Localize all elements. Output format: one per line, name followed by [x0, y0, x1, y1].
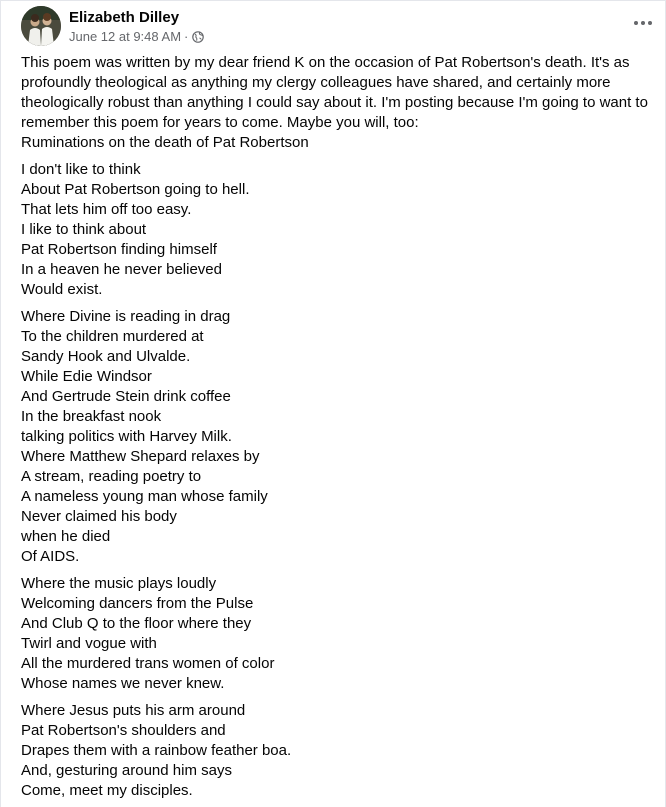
poem-line: In a heaven he never believed	[21, 261, 222, 278]
poem-line: To the children murdered at	[21, 328, 204, 345]
more-options-icon	[633, 20, 653, 26]
poem-line: Where Divine is reading in drag	[21, 308, 231, 325]
post-timestamp[interactable]: June 12 at 9:48 AM	[69, 28, 182, 44]
post-header	[21, 6, 204, 46]
poem-line: All the murdered trans women of color	[21, 655, 275, 672]
post-meta	[69, 8, 204, 45]
poem-line: Never claimed his body	[21, 508, 177, 525]
poem-line: And, gesturing around him says	[21, 762, 232, 779]
avatar[interactable]	[21, 6, 61, 46]
poem-line: I don't like to think	[21, 161, 141, 178]
poem-line: A nameless young man whose family	[21, 488, 268, 505]
intro-text: This poem was written by my dear friend K on the occasion of Pat Robertson's death. It's as profoundly theological as anything my clergy colleagues have shared, and certainly more theologically robust than anything I could say about it. I'm posting because I'm going to want to remember this poem for years to come. Maybe you will, too:	[21, 54, 648, 131]
post-body	[21, 53, 661, 801]
poem-line: While Edie Windsor	[21, 368, 152, 385]
poem-line: Drapes them with a rainbow feather boa.	[21, 742, 292, 759]
poem-line: Sandy Hook and Ulvalde.	[21, 348, 191, 365]
post-subline	[69, 29, 204, 45]
poem-line: I like to think about	[21, 221, 147, 238]
poem-line: Would exist.	[21, 281, 103, 298]
poem-line: talking politics with Harvey Milk.	[21, 428, 232, 445]
poem-stanza	[21, 701, 661, 801]
post-intro	[21, 53, 661, 153]
poem-stanza	[21, 574, 661, 694]
poem-line: Of AIDS.	[21, 548, 80, 565]
poem-line: when he died	[21, 528, 111, 545]
more-options-button[interactable]	[631, 11, 655, 35]
avatar-photo-icon	[21, 6, 61, 46]
poem-line: Whose names we never knew.	[21, 675, 225, 692]
poem	[21, 160, 661, 801]
poem-line: Come, meet my disciples.	[21, 782, 193, 799]
poem-title: Ruminations on the death of Pat Robertson	[21, 134, 309, 151]
poem-line: Welcoming dancers from the Pulse	[21, 595, 254, 612]
separator-dot: ·	[184, 28, 189, 44]
poem-line: About Pat Robertson going to hell.	[21, 181, 250, 198]
poem-stanza	[21, 307, 661, 567]
poem-line: Where the music plays loudly	[21, 575, 217, 592]
poem-line: In the breakfast nook	[21, 408, 162, 425]
poem-line: Where Matthew Shepard relaxes by	[21, 448, 260, 465]
poem-line: Pat Robertson finding himself	[21, 241, 217, 258]
author-name[interactable]: Elizabeth Dilley	[69, 8, 180, 26]
poem-line: Twirl and vogue with	[21, 635, 157, 652]
poem-line: Where Jesus puts his arm around	[21, 702, 246, 719]
poem-line: That lets him off too easy.	[21, 201, 192, 218]
poem-line: And Gertrude Stein drink coffee	[21, 388, 231, 405]
poem-line: Pat Robertson's shoulders and	[21, 722, 226, 739]
poem-stanza	[21, 160, 661, 300]
poem-line: And Club Q to the floor where they	[21, 615, 252, 632]
poem-line: A stream, reading poetry to	[21, 468, 202, 485]
globe-icon[interactable]	[192, 31, 204, 43]
